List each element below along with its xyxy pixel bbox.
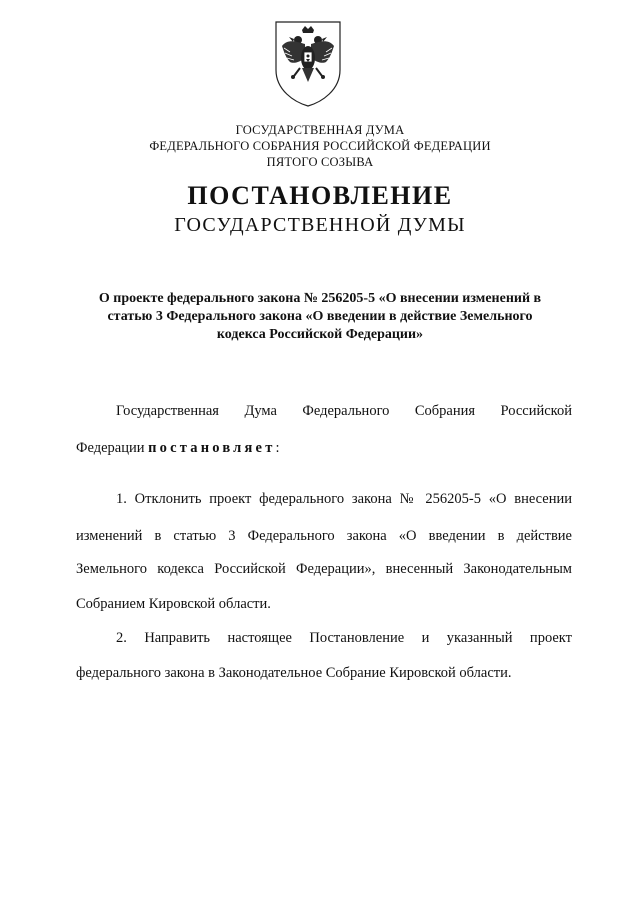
document-subject [0, 290, 640, 344]
subject-line-3: кодекса Российской Федерации» [216, 327, 424, 342]
document-title: ПОСТАНОВЛЕНИЕ [187, 181, 453, 210]
item1-line-4: Собранием Кировской области. [76, 596, 271, 612]
header-line-3: ПЯТОГО СОЗЫВА [266, 155, 374, 169]
subject-line-1: О проекте федерального закона № 256205-5 «О внесении изменений в [98, 291, 542, 306]
header-line-1: ГОСУДАРСТВЕННАЯ ДУМА [235, 123, 405, 137]
item1-line-1: 1. Отклонить проект федерального закона № 256205-5 «О внесении [116, 491, 572, 507]
preamble-line-1: Государственная Дума Федерального Собрания Российской [116, 403, 572, 419]
item1-line-2: изменений в статью 3 Федерального закона «О введении в действие [76, 528, 572, 544]
preamble-start: Федерации [76, 440, 149, 456]
preamble-decree-word: постановляет [148, 440, 276, 456]
subject-line-2: статью 3 Федерального закона «О введении в действие Земельного [107, 309, 533, 324]
preamble-colon: : [275, 440, 280, 456]
preamble-line-2 [76, 439, 572, 457]
coat-of-arms-icon [272, 18, 344, 108]
header-line-2: ФЕДЕРАЛЬНОГО СОБРАНИЯ РОССИЙСКОЙ ФЕДЕРАЦИИ [149, 139, 491, 153]
item2-line-2: федерального закона в Законодательное Собрание Кировской области. [76, 665, 512, 681]
document-subtitle: ГОСУДАРСТВЕННОЙ ДУМЫ [174, 214, 466, 236]
item2-line-1: 2. Направить настоящее Постановление и указанный проект [116, 630, 572, 646]
item1-line-3: Земельного кодекса Российской Федерации», внесенный Законодательным [76, 561, 572, 577]
